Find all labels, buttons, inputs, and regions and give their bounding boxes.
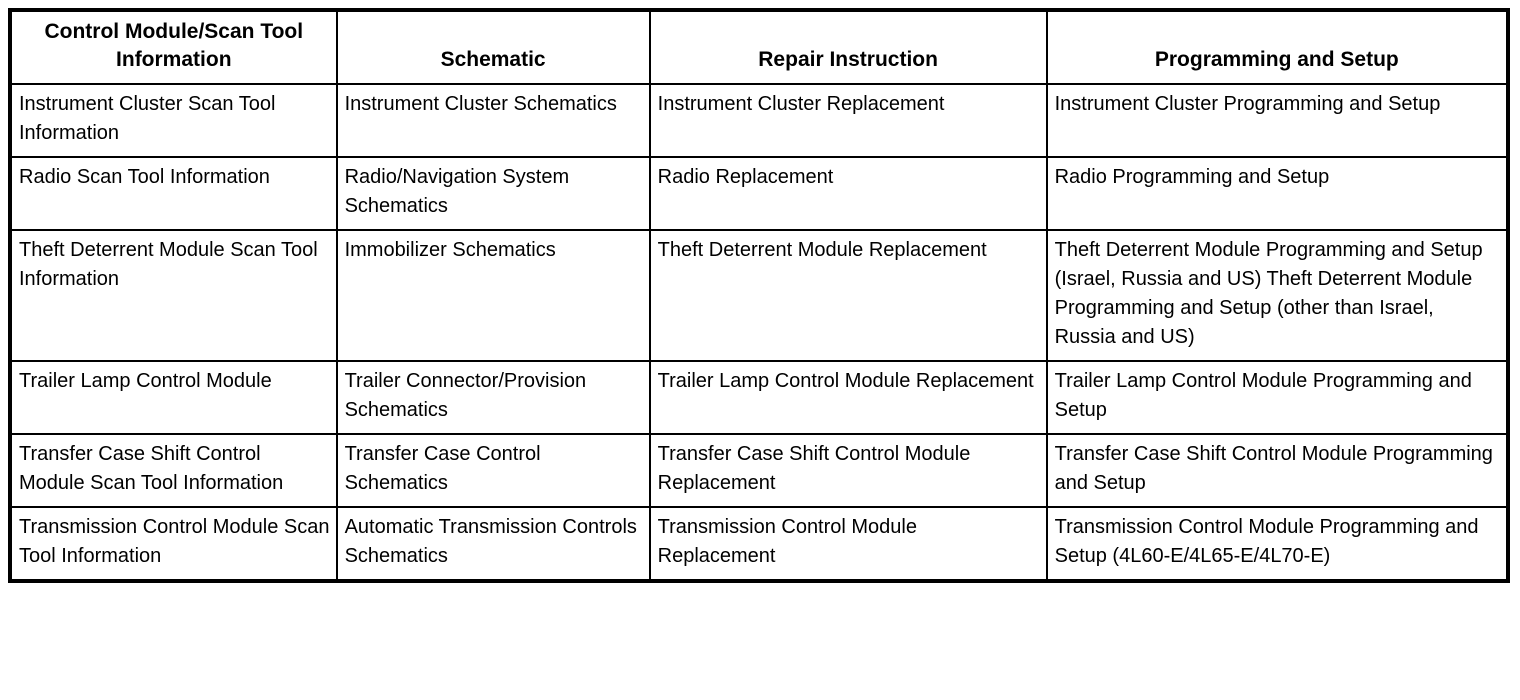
- table-cell: Trailer Lamp Control Module: [10, 361, 337, 434]
- column-header-control-module: Control Module/Scan Tool Information: [10, 10, 337, 84]
- table-cell: Radio/Navigation System Schematics: [337, 157, 650, 230]
- table-cell: Instrument Cluster Replacement: [650, 84, 1047, 157]
- table-cell: Trailer Lamp Control Module Programming and Setup: [1047, 361, 1508, 434]
- table-cell: Instrument Cluster Scan Tool Information: [10, 84, 337, 157]
- table-row: [10, 84, 1508, 157]
- table-cell: Transfer Case Control Schematics: [337, 434, 650, 507]
- table-cell: Transfer Case Shift Control Module Scan Tool Information: [10, 434, 337, 507]
- table-cell: Automatic Transmission Controls Schematics: [337, 507, 650, 581]
- table-row: [10, 157, 1508, 230]
- table-cell: Transfer Case Shift Control Module Replacement: [650, 434, 1047, 507]
- table-cell: Instrument Cluster Schematics: [337, 84, 650, 157]
- table-row: [10, 361, 1508, 434]
- table-cell: Theft Deterrent Module Scan Tool Information: [10, 230, 337, 361]
- header-row: [10, 10, 1508, 84]
- table-cell: Transmission Control Module Scan Tool Information: [10, 507, 337, 581]
- table-cell: Trailer Connector/Provision Schematics: [337, 361, 650, 434]
- table-cell: Theft Deterrent Module Replacement: [650, 230, 1047, 361]
- table-cell: Transmission Control Module Programming and Setup (4L60-E/4L65-E/4L70-E): [1047, 507, 1508, 581]
- table-cell: Trailer Lamp Control Module Replacement: [650, 361, 1047, 434]
- table-cell: Transfer Case Shift Control Module Programming and Setup: [1047, 434, 1508, 507]
- table-cell: Radio Scan Tool Information: [10, 157, 337, 230]
- table-body: [10, 84, 1508, 581]
- service-information-table: [8, 8, 1510, 583]
- table-cell: Instrument Cluster Programming and Setup: [1047, 84, 1508, 157]
- table-cell: Theft Deterrent Module Programming and Setup (Israel, Russia and US) Theft Deterrent Module Programming and Setup (other than Israel, Russia and US): [1047, 230, 1508, 361]
- table-cell: Immobilizer Schematics: [337, 230, 650, 361]
- table-row: [10, 230, 1508, 361]
- table-cell: Transmission Control Module Replacement: [650, 507, 1047, 581]
- column-header-programming-setup: Programming and Setup: [1047, 10, 1508, 84]
- table-row: [10, 507, 1508, 581]
- column-header-repair-instruction: Repair Instruction: [650, 10, 1047, 84]
- table-header: [10, 10, 1508, 84]
- column-header-schematic: Schematic: [337, 10, 650, 84]
- table-cell: Radio Programming and Setup: [1047, 157, 1508, 230]
- table-row: [10, 434, 1508, 507]
- table-cell: Radio Replacement: [650, 157, 1047, 230]
